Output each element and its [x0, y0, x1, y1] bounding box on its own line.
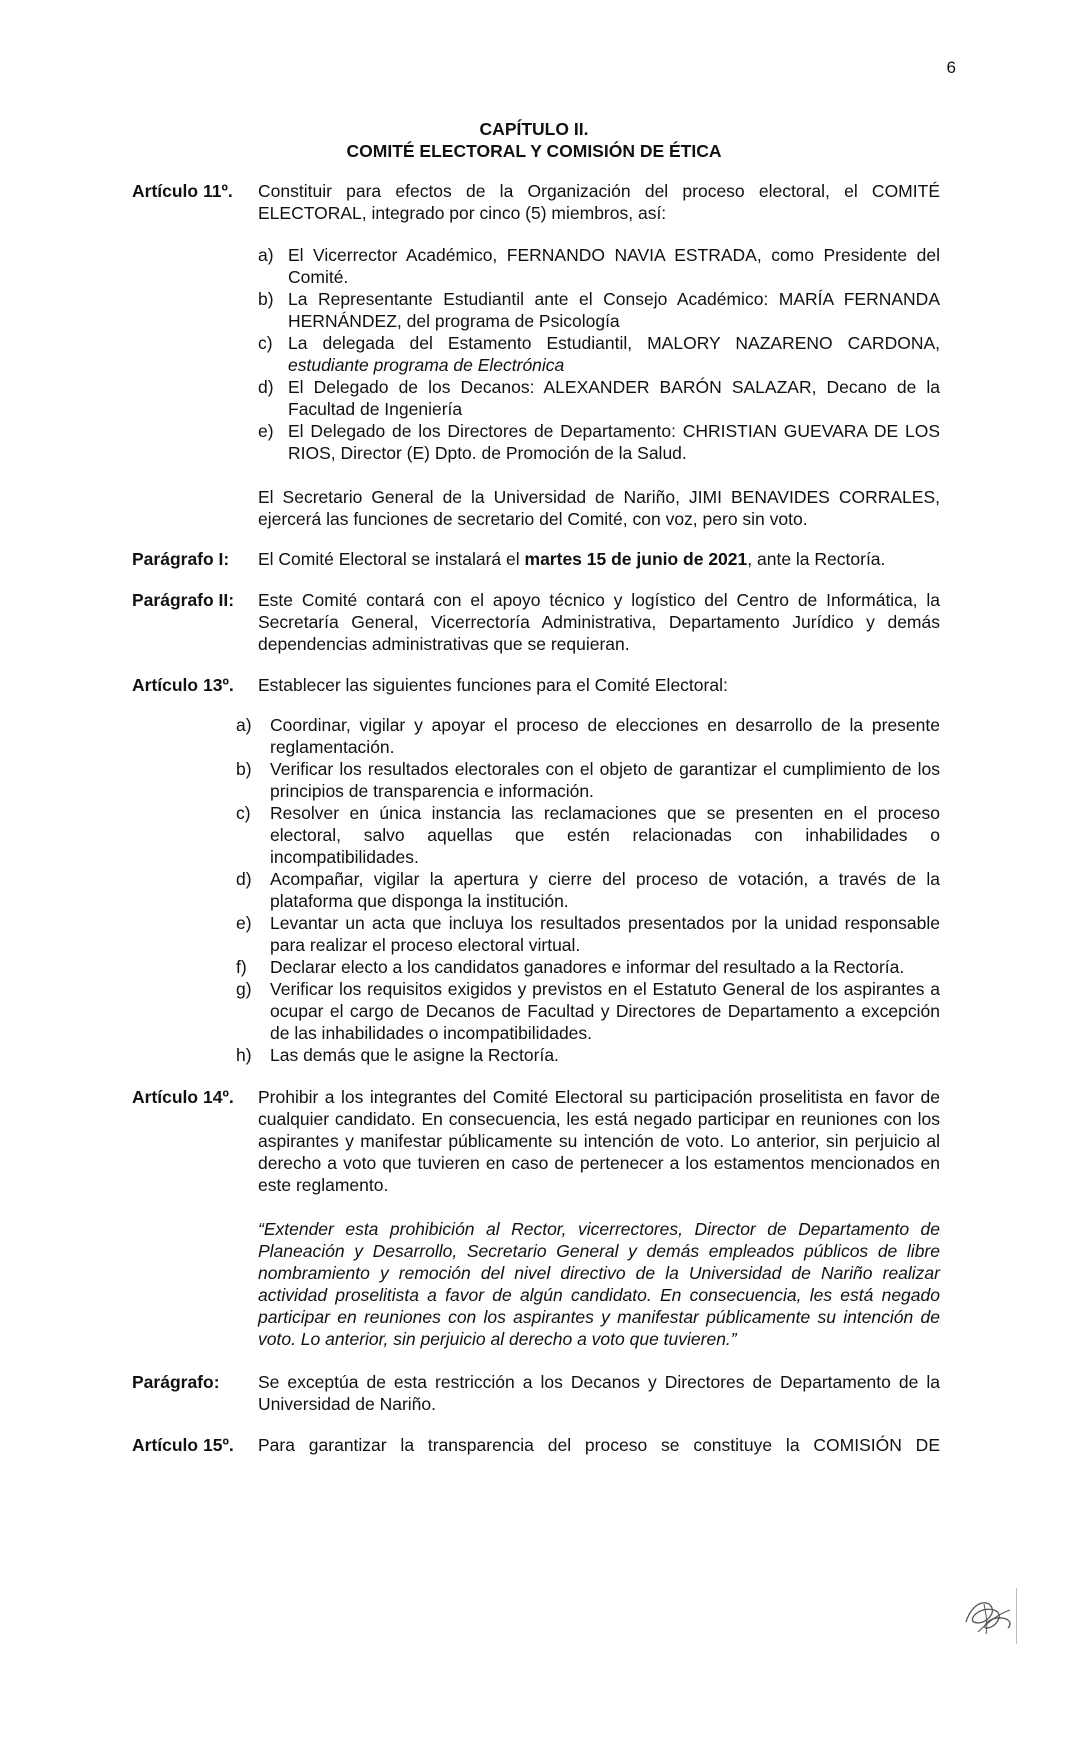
article-15-text: Para garantizar la transparencia del proceso se constituye la COMISIÓN DE [258, 1435, 940, 1455]
paragraph-3 [132, 1371, 940, 1415]
article-11 [132, 180, 940, 530]
article-13-function-list [236, 714, 940, 1066]
article-15 [132, 1434, 940, 1456]
list-item: a) Coordinar, vigilar y apoyar el proceso de elecciones en desarrollo de la presente reglamentación. [236, 715, 940, 757]
paragraph-1-text: El Comité Electoral se instalará el martes 15 de junio de 2021, ante la Rectoría. [258, 549, 886, 569]
paragraph-1 [132, 548, 940, 570]
chapter-header [0, 118, 1068, 162]
list-item: a) El Vicerrector Académico, FERNANDO NAVIA ESTRADA, como Presidente del Comité. [258, 245, 940, 287]
signature-icon [958, 1592, 1020, 1640]
paragraph-1-label: Parágrafo I: [132, 549, 230, 569]
list-item: b) Verificar los resultados electorales con el objeto de garantizar el cumplimiento de los principios de transparencia e información. [236, 759, 940, 801]
paragraph-2 [132, 589, 940, 655]
article-13-label: Artículo 13º. [132, 675, 234, 695]
paragraph-2-text: Este Comité contará con el apoyo técnico y logístico del Centro de Informática, la Secretaría General, Vicerrectoría Administrativa, Departamento Jurídico y demás dependencias administrativas que se requieran. [258, 590, 940, 654]
list-item: b) La Representante Estudiantil ante el Consejo Académico: MARÍA FERNANDA HERNÁNDEZ, del programa de Psicología [258, 289, 940, 331]
article-11-intro: Constituir para efectos de la Organización del proceso electoral, el COMITÉ ELECTORAL, integrado por cinco (5) miembros, así: [258, 181, 940, 223]
list-item: e) Levantar un acta que incluya los resultados presentados por la unidad responsable para realizar el proceso electoral virtual. [236, 913, 940, 955]
list-item: f) Declarar electo a los candidatos ganadores e informar del resultado a la Rectoría. [236, 957, 905, 977]
article-14 [132, 1086, 940, 1350]
list-item: g) Verificar los requisitos exigidos y previstos en el Estatuto General de los aspirantes a ocupar el cargo de Decanos de Facultad y Directores de Departamento a excepción de las inhabilidades o incompatibilidades. [236, 979, 940, 1043]
article-13-intro: Establecer las siguientes funciones para el Comité Electoral: [258, 675, 728, 695]
article-14-quote: “Extender esta prohibición al Rector, vicerrectores, Director de Departamento de Planeación y Desarrollo, Secretario General y demás empleados públicos de libre nombramiento y remoción del nivel directivo de la Universidad de Nariño realizar actividad proselitista a favor de algún candidato. En consecuencia, les está negado participar en reuniones con los aspirantes y manifestar públicamente su intención de voto. Lo anterior, sin perjuicio al derecho a voto que tuvieren.” [258, 1219, 940, 1349]
article-11-member-list [258, 244, 940, 464]
document-body [132, 180, 940, 1456]
article-11-label: Artículo 11º. [132, 181, 233, 201]
list-item: c) Resolver en única instancia las reclamaciones que se presenten en el proceso electoral, salvo aquellas que estén relacionadas con inhabilidades o incompatibilidades. [236, 803, 940, 867]
list-item: e) El Delegado de los Directores de Departamento: CHRISTIAN GUEVARA DE LOS RIOS, Director (E) Dpto. de Promoción de la Salud. [258, 421, 940, 463]
list-item: h) Las demás que le asigne la Rectoría. [236, 1045, 559, 1065]
article-14-text: Prohibir a los integrantes del Comité Electoral su participación proselitista en favor de cualquier candidato. En consecuencia, les está negado participar en reuniones con los aspirantes y manifestar públicamente su intención de voto. Lo anterior, sin perjuicio al derecho a voto que tuvieren en caso de pertenecer a los estamentos mencionados en este reglamento. [258, 1087, 940, 1195]
list-item: d) El Delegado de los Decanos: ALEXANDER BARÓN SALAZAR, Decano de la Facultad de Ingeniería [258, 377, 940, 419]
chapter-title: COMITÉ ELECTORAL Y COMISIÓN DE ÉTICA [346, 141, 722, 161]
page-number: 6 [946, 58, 956, 77]
article-11-closing: El Secretario General de la Universidad de Nariño, JIMI BENAVIDES CORRALES, ejercerá las funciones de secretario del Comité, con voz, pero sin voto. [258, 487, 940, 529]
list-item: d) Acompañar, vigilar la apertura y cierre del proceso de votación, a través de la plataforma que disponga la institución. [236, 869, 940, 911]
paragraph-3-text: Se exceptúa de esta restricción a los Decanos y Directores de Departamento de la Universidad de Nariño. [258, 1372, 940, 1414]
list-item: c) La delegada del Estamento Estudiantil, MALORY NAZARENO CARDONA, estudiante programa de Electrónica [258, 333, 940, 375]
chapter-number: CAPÍTULO II. [479, 119, 589, 139]
article-14-label: Artículo 14º. [132, 1087, 234, 1107]
article-15-label: Artículo 15º. [132, 1435, 234, 1455]
paragraph-2-label: Parágrafo II: [132, 590, 235, 610]
paragraph-3-label: Parágrafo: [132, 1372, 220, 1392]
article-13 [132, 674, 940, 696]
